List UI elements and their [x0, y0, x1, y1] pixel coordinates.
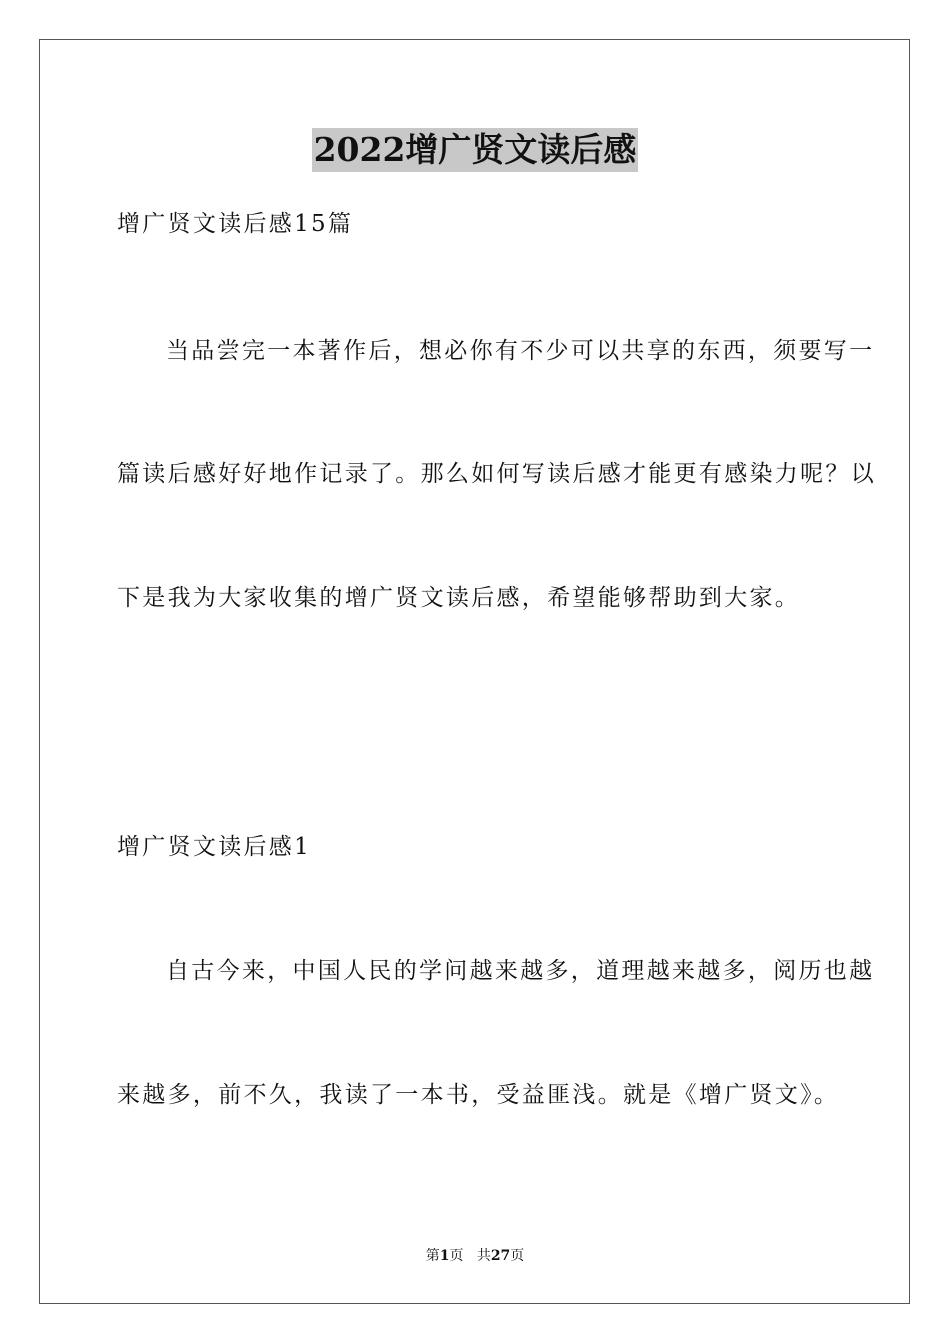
document-title: 2022增广贤文读后感 — [312, 128, 639, 172]
document-subtitle: 增广贤文读后感15篇 — [117, 211, 354, 237]
footer-total-suffix: 页 — [510, 1248, 525, 1264]
paragraph-line: 当品尝完一本著作后，想必你有不少可以共享的东西，须要写一 — [166, 338, 875, 364]
paragraph-line: 自古今来，中国人民的学问越来越多，道理越来越多，阅历也越 — [166, 958, 875, 984]
page-footer — [0, 1246, 950, 1266]
footer-total-prefix: 共 — [476, 1248, 491, 1264]
footer-page-number: 1 — [439, 1248, 450, 1264]
paragraph-line: 来越多，前不久，我读了一本书，受益匪浅。就是《增广贤文》。 — [117, 1082, 840, 1108]
title-container — [0, 128, 950, 172]
footer-page-suffix: 页 — [449, 1248, 464, 1264]
footer-total-pages: 27 — [490, 1248, 511, 1264]
paragraph-line: 篇读后感好好地作记录了。那么如何写读后感才能更有感染力呢？以 — [117, 461, 876, 487]
paragraph-line: 下是我为大家收集的增广贤文读后感，希望能够帮助到大家。 — [117, 585, 801, 611]
footer-page-prefix: 第 — [425, 1248, 440, 1264]
section-heading: 增广贤文读后感1 — [117, 834, 312, 860]
